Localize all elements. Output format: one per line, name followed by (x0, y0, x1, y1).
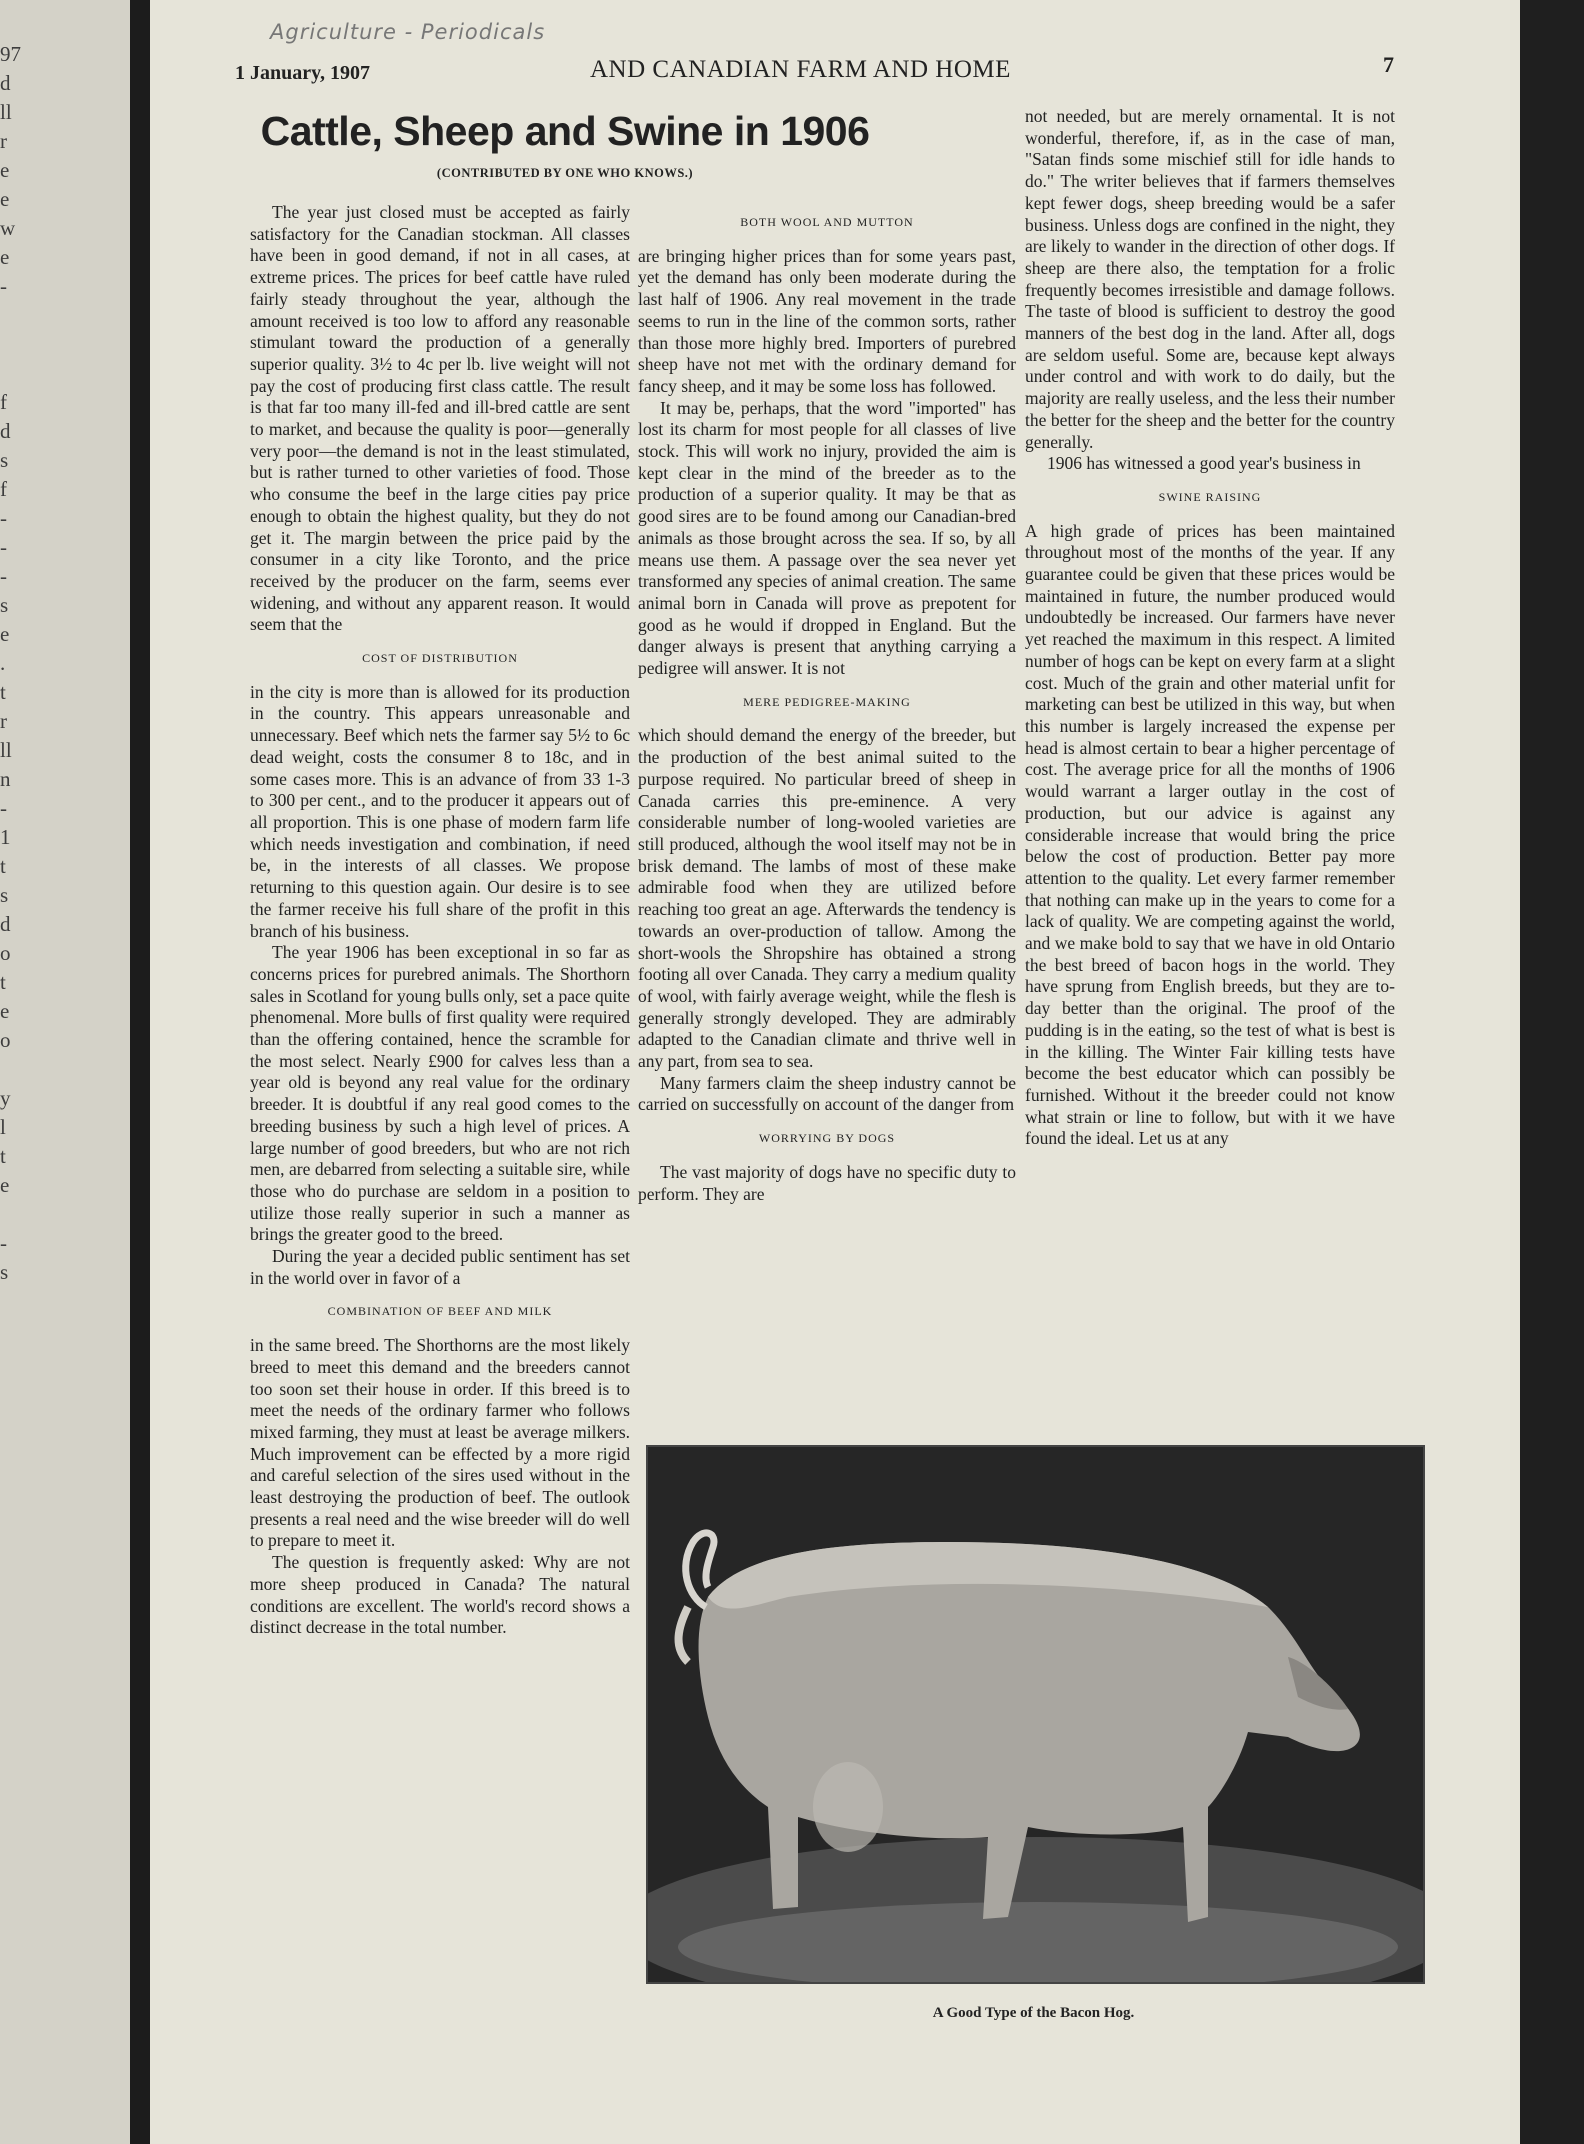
hog-illustration-icon (648, 1447, 1423, 1982)
paragraph: which should demand the energy of the breeder, but the production of the best animal suited to the purpose required. No particular breed of sheep in Canada carries this pre-eminence. A very considerable number of long-wooled varieties are still produced, although the wool itself may not be in brisk demand. The lambs of most of these make admirable food when they are utilized before reaching too great an age. Afterwards the tendency is towards an over-production of tallow. Among the short-wools the Shropshire has obtained a strong footing all over Canada. They carry a medium quality of wool, with fairly average weight, while the flesh is generally strongly developed. They are admirably adapted to the Canadian climate and thrive well in any part, from sea to sea. (638, 725, 1016, 1072)
paragraph: The question is frequently asked: Why are not more sheep produced in Canada? The natural conditions are excellent. The world's record shows a distinct decrease in the total number. (250, 1552, 630, 1638)
paragraph: not needed, but are merely ornamental. It is not wonderful, therefore, if, as in the case of man, "Satan finds some mischief still for idle hands to do." The writer believes that if farmers themselves kept fewer dogs, sheep breeding would be a safer business. Unless dogs are confined in the night, they are likely to wander in the direction of other dogs. If sheep are there also, the temptation for a frolic frequently becomes irresistible and damage follows. The taste of blood is sufficient to destroy the good manners of the best dog in the land. After all, dogs are seldom useful. Some are, because kept always under control and with work to do daily, but the majority are really useless, and the less their number the better for the sheep and the better for the country generally. (1025, 106, 1395, 452)
paragraph: in the same breed. The Shorthorns are the most likely breed to meet this demand and the breeders cannot too soon set their house in order. If this breed is to meet the needs of the ordinary farmer who follows mixed farming, they must at least be average milkers. Much improvement can be effected by a more rigid and careful selection of the sires used without in the least destroying the production of beef. The outlook presents a real need and the wise breeder will do well to prepare to meet it. (250, 1335, 630, 1551)
adjacent-page-margin-text: 97 d ll r e e w e - f d s f - - - s e . t r ll n - 1 t s d o t e o y l t e - s (0, 42, 21, 1284)
subheading: MERE PEDIGREE-MAKING (743, 694, 911, 709)
article-column-1 (250, 202, 630, 1639)
header-date: 1 January, 1907 (235, 62, 371, 84)
paragraph: Many farmers claim the sheep industry cannot be carried on successfully on account of the danger from (638, 1072, 1016, 1115)
paragraph: are bringing higher prices than for some years past, yet the demand has only been moderate during the last half of 1906. Any real movement in the trade seems to run in the line of the common sorts, rather than those more highly bred. Importers of purebred sheep have not met with the ordinary demand for fancy sheep, and it may be some loss has followed. (638, 245, 1016, 396)
paragraph: The year 1906 has been exceptional in so far as concerns prices for purebred animals. The Shorthorn sales in Scotland for young bulls only, set a pace quite phenomenal. More bulls of first quality were required than the offering contained, hence the scramble for the most select. Nearly £900 for calves less than a year old is beyond any real value for the ordinary breeder. It is doubtful if any real good comes to the breeding business by such a high level of prices. A large number of good breeders, but who are not rich men, are debarred from selecting a suitable sire, while those who do purchase are seldom in a position to utilize those really superior in such a manner as brings the greater good to the breed. (250, 942, 630, 1245)
subheading: COST OF DISTRIBUTION (362, 651, 518, 666)
subheading: BOTH WOOL AND MUTTON (740, 215, 914, 229)
paragraph: A high grade of prices has been maintained throughout most of the months of the year. If any guarantee could be given that these prices would be maintained in future, the number produced would undoubtedly be increased. Our farmers have never yet reached the maximum in this respect. A limited number of hogs can be kept on every farm at a slight cost. Much of the grain and other material unfit for marketing can best be utilized in this way, but when this number is largely increased the expense per head is almost certain to bear a higher percentage of cost. The average price for all the months of 1906 would warrant a larger outlay in the cost of production, but our advice is against any considerable increase that would bring the price below the cost of production. Better pay more attention to the quality. Let every farmer remember that nothing can make up in the years to come for a lack of quality. We are competing against the world, and we make bold to say that we have in old Ontario the best breed of bacon hogs in the world. They have sprung from English breeds, but they are to-day better than the original. The proof of the pudding is in the eating, so the test of what is best is in the killing. The Winter Fair killing tests have become the best educator which can possibly be furnished. Without it the breeder could not know what strain or line to follow, but with it we have found the ideal. Let us at any (1025, 520, 1395, 1149)
subheading: COMBINATION OF BEEF AND MILK (327, 1304, 553, 1319)
figure-caption: A Good Type of the Bacon Hog. (932, 2005, 1135, 2021)
paragraph: During the year a decided public sentiment has set in the world over in favor of a (250, 1246, 630, 1288)
newspaper-page (150, 0, 1520, 2144)
article-column-2 (638, 200, 1016, 1205)
scanner-right-border (1520, 0, 1584, 2144)
adjacent-page-edge (0, 0, 150, 2144)
article-column-3 (1025, 106, 1395, 1150)
page-gutter-shadow (130, 0, 150, 2144)
subheading: WORRYING BY DOGS (758, 1131, 896, 1146)
handwritten-note: Agriculture - Periodicals (270, 20, 546, 44)
header-publication: AND CANADIAN FARM AND HOME (590, 56, 1011, 83)
article-byline: (CONTRIBUTED BY ONE WHO KNOWS.) (436, 166, 694, 180)
paragraph: in the city is more than is allowed for its production in the country. This appears unreasonable and unnecessary. Beef which nets the farmer say 5½ to 6c dead weight, costs the consumer 8 to 18c, and in some cases more. This is an advance of from 33 1-3 to 300 per cent., and to the producer it appears out of all proportion. This is one phase of modern farm life which needs investigation and combination, if need be, in the interests of all classes. We propose returning to this question again. Our desire is to see the farmer receive his full share of the profit in this branch of his business. (250, 681, 630, 941)
paragraph: The vast majority of dogs have no specific duty to perform. They are (638, 1161, 1016, 1204)
paragraph: 1906 has witnessed a good year's business in (1047, 453, 1361, 474)
bacon-hog-photo (646, 1445, 1425, 1984)
header-page-number: 7 (1383, 52, 1394, 77)
article-title: Cattle, Sheep and Swine in 1906 (260, 108, 870, 154)
subheading: SWINE RAISING (1158, 489, 1262, 504)
paragraph: It may be, perhaps, that the word "imported" has lost its charm for most people for all classes of live stock. This will work no injury, provided the aim is kept clear in the mind of the breeder as to the production of a superior quality. It may be that as good sires are to be found among our Canadian-bred animals as those brought across the sea. If so, by all means use them. A passage over the sea never yet transformed any species of animal creation. The same animal born in Canada will prove as prepotent for good as he would if dropped in England. But the danger always is present that anything carrying a pedigree will answer. It is not (638, 397, 1016, 679)
paragraph: The year just closed must be accepted as fairly satisfactory for the Canadian stockman. All classes have been in good demand, if not in all cases, at extreme prices. The prices for beef cattle have ruled fairly steady throughout the year, although the amount received is too low to afford any reasonable stimulant toward the production of a generally superior quality. 3½ to 4c per lb. live weight will not pay the cost of producing first class cattle. The result is that far too many ill-fed and ill-bred cattle are sent to market, and because the quality is poor—generally very poor—the demand is not in the least stimulated, but is rather turned to other varieties of food. Those who consume the beef in the large cities pay price enough to obtain the highest quality, but they do not get it. The margin between the price paid by the consumer in a city like Toronto, and the price received by the producer on the farm, seems ever widening, and without any apparent reason. It would seem that the (250, 202, 630, 635)
